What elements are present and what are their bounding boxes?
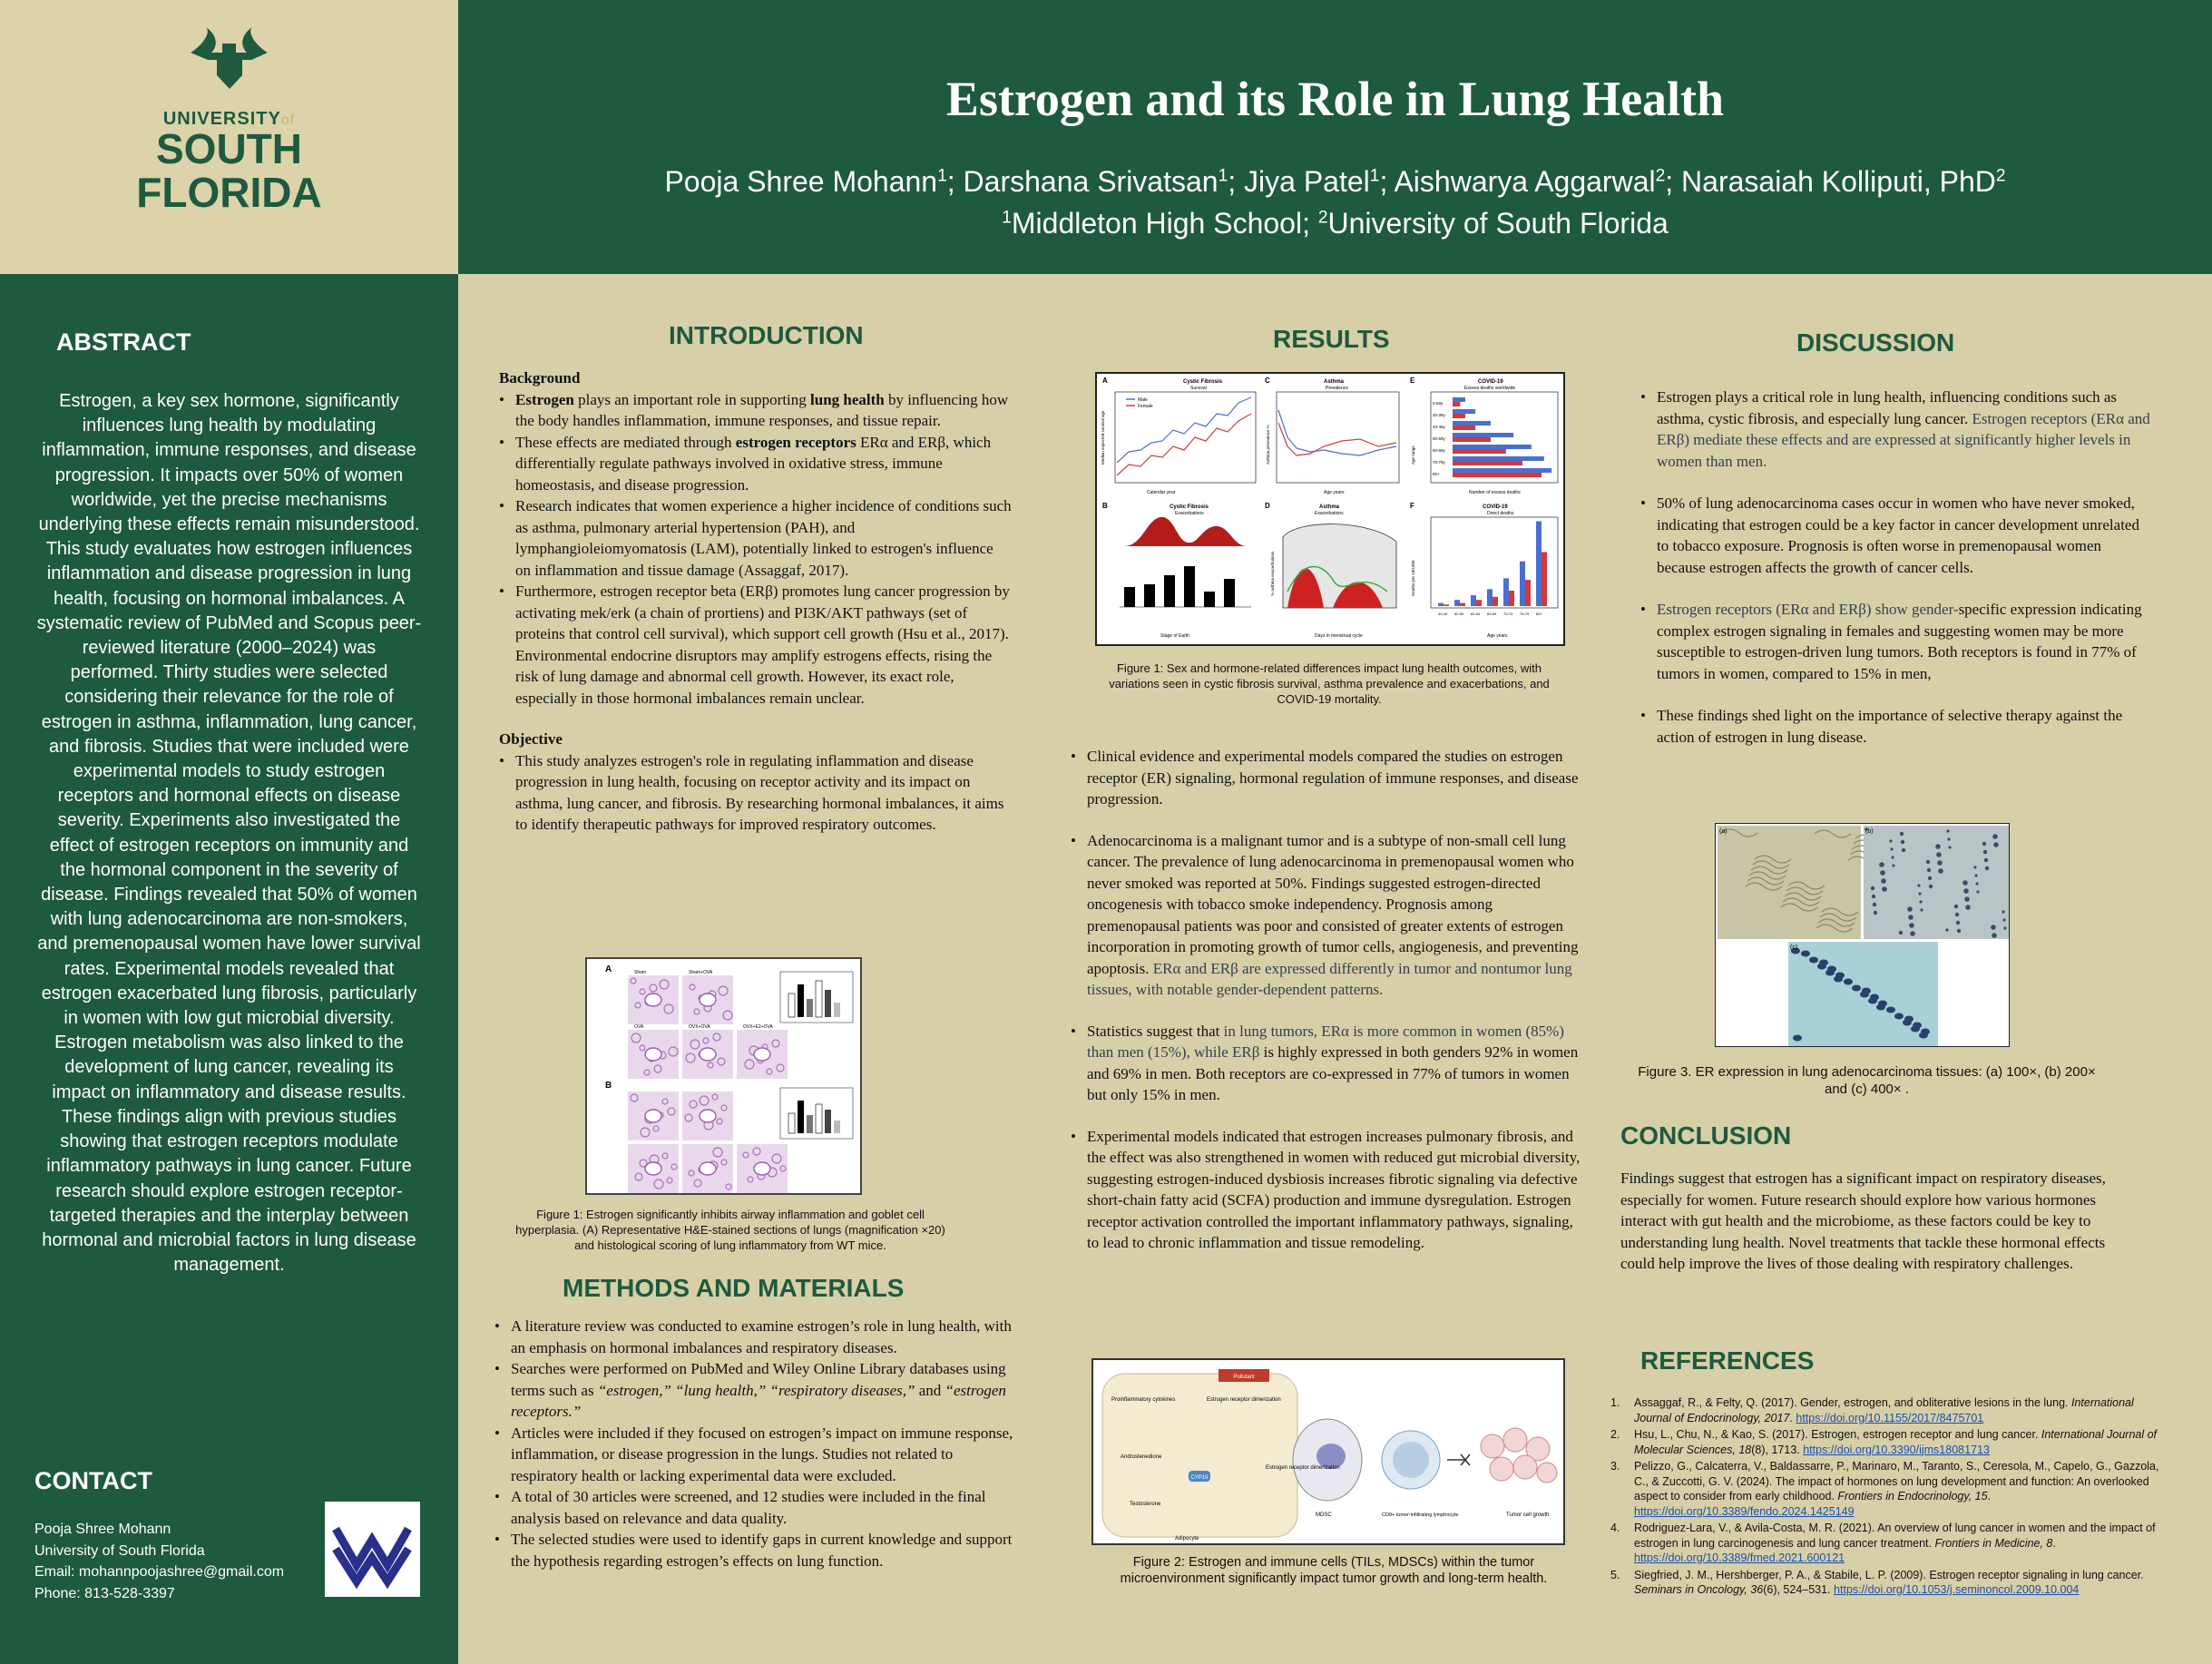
discussion-list bbox=[1640, 387, 2153, 748]
author: Narasaiah Kolliputi, PhD bbox=[1681, 165, 1996, 198]
list-item: • 50% of lung adenocarcinoma cases occur in women who have never smoked, indicating that estrogen could be a key factor in cancer development unrelated to tobacco exposure. Prognosis is often worse in premenopausal women because estrogen affects the growth of cancer cells. bbox=[1640, 493, 2153, 578]
references-heading: REFERENCES bbox=[1640, 1346, 1815, 1375]
author: Jiya Patel bbox=[1244, 165, 1370, 198]
panel-f-subtitle: Direct deaths bbox=[1487, 511, 1514, 516]
panel-a-ylabel: Median expected survival age bbox=[1101, 410, 1105, 465]
discussion-figure-3 bbox=[1715, 823, 2010, 1047]
svg-text:50-59y: 50-59y bbox=[1433, 436, 1445, 441]
fig3-label-a: (a) bbox=[1719, 828, 1728, 835]
reference-item: 1. Assaggaf, R., & Felty, Q. (2017). Gender, estrogen, and obliterative lesions in the lung. International Journal of Endocrinology, 2017. https://doi.org/10.1155/2017/8475701 bbox=[1610, 1396, 2134, 1424]
label-er-dimer: Estrogen receptor dimerization bbox=[1266, 1465, 1340, 1471]
list-item: • This study analyzes estrogen's role in regulating inflammation and disease progression in lung health, focusing on receptor activity and its impact on asthma, lung cancer, and fibrosis. By researching hormonal imbalances, it aims to identify therapeutic pathways for improved respiratory outcomes. bbox=[499, 750, 1012, 836]
logo-south: SOUTH bbox=[156, 125, 302, 172]
reference-link[interactable]: https://doi.org/10.1053/j.seminoncol.2009.10.004 bbox=[1834, 1583, 2080, 1596]
abstract-heading: ABSTRACT bbox=[56, 328, 191, 356]
conclusion-text: Findings suggest that estrogen has a significant impact on respiratory diseases, especially for women. Future research should explore how various hormones interact with gut health and the microbiome, as these factors could be key to understanding lung health. Novel treatments that tackle these hormonal effects could help improve the lives of those dealing with respiratory challenges. bbox=[1620, 1170, 2106, 1272]
reference-item: 2. Hsu, L., Chu, N., & Kao, S. (2017). Estrogen, estrogen receptor and lung cancer. International Journal of Molecular Sciences, 18(8), 1713. https://doi.org/10.3390/ijms18081713 bbox=[1610, 1428, 2158, 1456]
fig-label-ovx-ova: OVX+OVA bbox=[689, 1024, 710, 1030]
list-item: • Searches were performed on PubMed and Wiley Online Library databases using terms such as “estrogen,” “lung health,” “respiratory diseases,” and “estrogen receptors.” bbox=[494, 1358, 1016, 1423]
panel-a-subtitle: Survival bbox=[1190, 386, 1207, 391]
reference-link[interactable]: https://doi.org/10.3389/fendo.2024.1425149 bbox=[1634, 1504, 1855, 1518]
panel-a-xlabel: Calendar year bbox=[1147, 490, 1176, 495]
panel-a-title: Cystic Fibrosis bbox=[1183, 379, 1223, 385]
affiliation-mark: 2 bbox=[1317, 208, 1328, 228]
panel-e-ylabel: Age range bbox=[1411, 445, 1415, 465]
label-androstenedione: Androstenedione bbox=[1121, 1454, 1162, 1460]
svg-text:0-59y: 0-59y bbox=[1433, 401, 1444, 406]
results-figure-1-caption: Figure 1: Sex and hormone-related differences impact lung health outcomes, with variations seen in cystic fibrosis survival, asthma prevalence and exacerbations, and COVID-19 mortality. bbox=[1109, 661, 1550, 706]
results-figure-2 bbox=[1091, 1358, 1565, 1545]
list-item: • A literature review was conducted to examine estrogen’s role in lung health, with an emphasis on hormonal imbalances and respiratory diseases. bbox=[494, 1316, 1016, 1358]
abstract-text: Estrogen, a key sex hormone, significantly influences lung health by modulating inflammation, immune responses, and disease progression. It impacts over 50% of women worldwide, yet the precise mechanisms underlying these effects remain misunderstood. This study evaluates how estrogen influences inflammation and disease progression in lung health, focusing on hormonal imbalances. A systematic review of PubMed and Scopus peer-reviewed literature (2000–2024) was performed. Thirty studies were selected considering their relevance for the role of estrogen in asthma, inflammation, lung cancer, and fibrosis. Studies that were included were experimental models to study estrogen receptors and hormonal effects on disease severity. Experiments also investigated the effect of estrogen receptors on immunity and the hormonal component in the severity of disease. Findings revealed that 50% of women with lung adenocarcinoma are non-smokers, and premenopausal women have lower survival rates. Experimental models revealed that estrogen exacerbated lung fibrosis, particularly in women with low gut microbial diversity. Estrogen metabolism was also linked to the development of lung cancer, revealing its impact on inflammatory and disease results. These findings align with previous studies showing that estrogen receptors modulate inflammatory pathways in lung cancer. Future research should explore estrogen receptor-targeted therapies and the interplay between hormonal and microbial factors in lung disease management. bbox=[36, 391, 422, 1276]
contact-heading: CONTACT bbox=[34, 1467, 152, 1494]
panel-e-xlabel: Number of excess deaths bbox=[1469, 490, 1521, 495]
results-heading: RESULTS bbox=[1273, 325, 1390, 353]
panel-b-title: Cystic Fibrosis bbox=[1170, 504, 1209, 510]
reference-item: 5. Siegfried, J. M., Hershberger, P. A., & Stabile, L. P. (2009). Estrogen receptor signaling in lung cancer. Seminars in Oncology, 36(6), 524–531. https://doi.org/10.1053/j.seminoncol.2009.10.004 bbox=[1610, 1568, 2144, 1596]
svg-text:40-49: 40-49 bbox=[1438, 612, 1448, 616]
panel-d-subtitle: Exacerbations bbox=[1315, 511, 1344, 516]
list-item: • Estrogen plays an important role in supporting lung health by influencing how the body handles inflammation, immune responses, and tissue repair. bbox=[499, 389, 1012, 432]
logo-florida: FLORIDA bbox=[136, 169, 322, 216]
list-item: • Experimental models indicated that estrogen increases pulmonary fibrosis, and the effect was also strengthened in women with reduced gut microbial diversity, suggesting estrogen-induced dysbiosis increases fibrotic signaling via defective short-chain fatty acid (SCFA) production and immune dysregulation. Estrogen receptor activation controlled the important inflammatory pathways, signaling, to lead to chronic inflammation and tissue remodeling. bbox=[1071, 1126, 1586, 1254]
affiliation: University of South Florida bbox=[1327, 207, 1669, 240]
list-item: • Research indicates that women experience a higher incidence of conditions such as asthma, pulmonary arterial hypertension (PAH), and lymphangioleiomyomatosis (LAM), potentially linked to estrogen's influence on inflammation and tissue damage (Assaggaf, 2017). bbox=[499, 495, 1012, 581]
methods-heading: METHODS AND MATERIALS bbox=[563, 1274, 905, 1302]
svg-text:20-39y: 20-39y bbox=[1433, 413, 1445, 417]
panel-f-ylabel: Deaths per 100,000 bbox=[1411, 560, 1415, 596]
fig-label-b: B bbox=[605, 1081, 612, 1091]
affiliation: Middleton High School bbox=[1011, 207, 1303, 240]
affiliation-mark: 1 bbox=[937, 166, 947, 186]
fig3-label-b: (b) bbox=[1865, 828, 1874, 835]
svg-text:50-59: 50-59 bbox=[1454, 612, 1464, 616]
svg-text:80+: 80+ bbox=[1536, 612, 1542, 616]
background-label: Background bbox=[499, 369, 581, 387]
conclusion-heading: CONCLUSION bbox=[1620, 1121, 1792, 1150]
contact-org: University of South Florida bbox=[34, 1542, 205, 1559]
results-list bbox=[1071, 746, 1586, 1254]
list-item: • Estrogen plays a critical role in lung health, influencing conditions such as asthma, cystic fibrosis, and especially lung cancer. Estrogen receptors (ERα and ERβ) mediate these effects and are expressed at significantly higher levels in women than men. bbox=[1640, 387, 2153, 472]
logo-university: UNIVERSITYof bbox=[162, 109, 296, 129]
bar-inset-b bbox=[780, 1088, 853, 1139]
panel-d-ylabel: % asthma exacerbations bbox=[1270, 551, 1275, 596]
panel-letter-d: D bbox=[1265, 502, 1270, 510]
svg-text:40-49y: 40-49y bbox=[1433, 425, 1445, 429]
list-item: • The selected studies were used to identify gaps in current knowledge and support the hypothesis regarding estrogen’s effects on lung function. bbox=[494, 1529, 1016, 1571]
label-cyp19: CYP19 bbox=[1190, 1475, 1209, 1481]
panel-b-subtitle: Exacerbations bbox=[1175, 511, 1204, 516]
contact-name: Pooja Shree Mohann bbox=[34, 1522, 171, 1537]
objective-label: Objective bbox=[499, 730, 563, 748]
label-pollutant: Pollutant bbox=[1233, 1375, 1255, 1380]
intro-figure-histology bbox=[585, 957, 862, 1195]
results-body bbox=[1071, 746, 1586, 1254]
sidebar bbox=[0, 274, 458, 1664]
discussion-heading: DISCUSSION bbox=[1796, 328, 1955, 357]
poster-header bbox=[458, 0, 2212, 274]
list-item: • Articles were included if they focused on estrogen’s impact on immune response, inflammation, or disease progression in the lungs. Studies not related to respiratory health or lacking experimental data were excluded. bbox=[494, 1423, 1016, 1487]
list-item: • Adenocarcinoma is a malignant tumor and is a subtype of non-small cell lung cancer. The prevalence of lung adenocarcinoma in premenopausal women who never smoked was reported at 50%. Findings suggested estrogen-directed oncogenesis with tobacco smoke independency. Prognosis among premenopausal patients was poor and consisted of greater extents of estrogen incorporation in promoting growth of tumor cells, angiogenesis, and preventing apoptosis. ERα and ERβ are expressed differently in tumor and nontumor lung tissues, with notable gender-dependent patterns. bbox=[1071, 830, 1586, 1001]
affiliation-mark: 1 bbox=[1369, 166, 1380, 186]
reference-link[interactable]: https://doi.org/10.3389/fmed.2021.600121 bbox=[1634, 1551, 1845, 1564]
contact-email[interactable]: Email: mohannpoojashree@gmail.com bbox=[34, 1564, 285, 1580]
affiliation-list: $^1$Middleton High School; $^2$University of South Florida bbox=[1002, 207, 1669, 240]
label-cd8: CD8+ tumor-infiltrating lymphocyte bbox=[1382, 1512, 1459, 1518]
panel-f-title: COVID-19 bbox=[1483, 504, 1508, 510]
label-proinflammatory: Proinflammatory cytokines bbox=[1111, 1397, 1176, 1403]
author: Pooja Shree Mohann bbox=[664, 165, 938, 198]
methods-body bbox=[494, 1316, 1016, 1571]
svg-text:70-79y: 70-79y bbox=[1433, 460, 1445, 465]
affiliation-mark: 1 bbox=[1002, 208, 1012, 228]
panel-c-subtitle: Prevalence bbox=[1326, 386, 1349, 391]
poster-title: Estrogen and its Role in Lung Health bbox=[945, 72, 1725, 126]
bar-inset-a bbox=[780, 972, 853, 1023]
panel-letter-a: A bbox=[1102, 377, 1108, 385]
panel-f-xlabel: Age years bbox=[1487, 633, 1508, 639]
label-tumor: Tumor cell growth bbox=[1506, 1512, 1550, 1518]
list-item: • Furthermore, estrogen receptor beta (ERβ) promotes lung cancer progression by activating mek/erk (a chain of prortiens) and PI3K/AKT pathways (set of proteins that control cell survival), which support cell growth (Hsu et al., 2017). Environmental endocrine disruptors may amplify estrogens effects, rising the risk of lung damage and abnormal cell growth. However, its exact role, especially in those hormonal imbalances remain unclear. bbox=[499, 581, 1012, 709]
affiliation-mark: 2 bbox=[1995, 166, 2006, 186]
list-item: • A total of 30 articles were screened, and 12 studies were included in the final analysis based on relevance and data quality. bbox=[494, 1486, 1016, 1529]
intro-figure-caption: Figure 1: Estrogen significantly inhibits airway inflammation and goblet cell hyperplasia. (A) Representative H&E-stained sections of lungs (magnification ×20) and histological scoring of lung inflammatory from WT mice. bbox=[515, 1208, 945, 1252]
er-expression-micrographs bbox=[1716, 824, 2010, 1047]
logo-wordmark bbox=[0, 127, 458, 214]
list-item: • These findings shed light on the importance of selective therapy against the action of estrogen in lung disease. bbox=[1640, 705, 2153, 748]
panel-c-xlabel: Age years bbox=[1324, 490, 1345, 495]
label-er-dimer-top: Estrogen receptor dimerization bbox=[1207, 1397, 1281, 1403]
label-mdsc: MDSC bbox=[1316, 1512, 1332, 1518]
middleton-logo-icon bbox=[325, 1502, 420, 1597]
objective-list bbox=[499, 750, 1012, 836]
panel-letter-f: F bbox=[1410, 502, 1414, 510]
usf-bull-logo-icon bbox=[186, 25, 272, 93]
panel-e-subtitle: Excess deaths worldwide bbox=[1464, 386, 1516, 391]
fig-label-ovx-e2-ova: OVX+E2+OVA bbox=[743, 1024, 773, 1030]
author: Darshana Srivatsan bbox=[963, 165, 1219, 198]
svg-text:80+: 80+ bbox=[1433, 472, 1440, 476]
histology-panel-image bbox=[587, 959, 862, 1195]
svg-text:70-74: 70-74 bbox=[1503, 612, 1513, 616]
logo-area bbox=[0, 0, 458, 274]
label-testosterone: Testosterone bbox=[1130, 1502, 1161, 1507]
panel-d-xlabel: Days in menstrual cycle bbox=[1315, 633, 1363, 639]
reference-item: 4. Rodriguez-Lara, V., & Avila-Costa, M. R. (2021). An overview of lung cancer in women and the impact of estrogen in lung carcinogenesis and lung cancer treatment. Frontiers in Medicine, 8. https://doi.org/10.3389/fmed.2021.600121 bbox=[1610, 1522, 2156, 1564]
tumor-microenvironment-diagram bbox=[1093, 1360, 1565, 1545]
background-list bbox=[499, 389, 1012, 710]
reference-link[interactable]: https://doi.org/10.1155/2017/8475701 bbox=[1796, 1411, 1984, 1424]
label-adipocyte: Adipocyte bbox=[1175, 1536, 1199, 1542]
fig-label-ova: OVA bbox=[634, 1024, 644, 1030]
panel-letter-c: C bbox=[1265, 377, 1270, 385]
fig-label-a: A bbox=[605, 964, 612, 974]
panel-letter-b: B bbox=[1102, 502, 1108, 510]
panel-letter-e: E bbox=[1410, 377, 1415, 385]
list-item: • Statistics suggest that in lung tumors, ERα is more common in women (85%) than men (15%), while ERβ is highly expressed in both genders 92% in women and 69% in men. Both receptors are co-expressed in 77% of tumors in women but only 15% in men. bbox=[1071, 1021, 1586, 1106]
panel-b-xlabel: Stage of Earth bbox=[1160, 633, 1189, 639]
affiliation-mark: 2 bbox=[1655, 166, 1666, 186]
author: Aishwarya Aggarwal bbox=[1394, 165, 1656, 198]
legend-male: Male bbox=[1138, 397, 1148, 403]
panel-e-title: COVID-19 bbox=[1478, 379, 1503, 385]
svg-text:65-69: 65-69 bbox=[1487, 612, 1497, 616]
contact-phone: Phone: 813-528-3397 bbox=[34, 1585, 175, 1601]
panel-c-title: Asthma bbox=[1324, 379, 1345, 385]
discussion-figure-3-caption: Figure 3. ER expression in lung adenocarcinoma tissues: (a) 100×, (b) 200× and (c) 400× . bbox=[1638, 1064, 2096, 1097]
legend-female: Female bbox=[1138, 404, 1153, 409]
methods-list bbox=[494, 1316, 1016, 1571]
results-figure-2-caption: Figure 2: Estrogen and immune cells (TILs, MDSCs) within the tumor microenvironment significantly impact tumor growth and long-term health. bbox=[1120, 1555, 1548, 1586]
list-item: • These effects are mediated through estrogen receptors ERα and ERβ, which differentially regulate pathways involved in oxidative stress, immune homeostasis, and disease progression. bbox=[499, 432, 1012, 496]
introduction-heading: INTRODUCTION bbox=[669, 321, 864, 349]
results-figure-1-panels bbox=[1097, 374, 1565, 646]
panel-d-title: Asthma bbox=[1319, 504, 1340, 510]
results-figure-1 bbox=[1095, 372, 1565, 646]
contact-block bbox=[34, 1519, 284, 1604]
list-item: • Clinical evidence and experimental models compared the studies on estrogen receptor (ER) signaling, hormonal regulation of immune responses, and disease progression. bbox=[1071, 746, 1586, 810]
svg-text:60-69y: 60-69y bbox=[1433, 448, 1445, 453]
svg-text:75-79: 75-79 bbox=[1520, 612, 1530, 616]
svg-text:60-64: 60-64 bbox=[1471, 612, 1481, 616]
fig-label-sham: Sham bbox=[634, 970, 647, 975]
reference-link[interactable]: https://doi.org/10.3390/ijms18081713 bbox=[1803, 1443, 1990, 1456]
introduction-body bbox=[499, 367, 1012, 836]
author-list: Pooja Shree Mohann$^1$; Darshana Srivatsan$^1$; Jiya Patel$^1$; Aishwarya Aggarwal$^2$; Narasaiah Kolliputi, PhD$^2$ bbox=[664, 165, 2006, 198]
panel-c-ylabel: Asthma prevalence % bbox=[1266, 425, 1270, 465]
list-item: • Estrogen receptors (ERα and ERβ) show gender-specific expression indicating complex estrogen signaling in females and suggesting women may be more susceptible to estrogen-driven lung tumors. Both receptors is found in 77% of tumors in women, compared to 15% in men, bbox=[1640, 599, 2153, 684]
logo-of: of bbox=[280, 113, 296, 128]
references-list bbox=[1610, 1395, 2168, 1600]
discussion-body bbox=[1640, 387, 2153, 748]
affiliation-mark: 1 bbox=[1218, 166, 1228, 186]
reference-item: 3. Pelizzo, G., Calcaterra, V., Baldassarre, P., Marinaro, M., Taranto, S., Ceresola, M., Capelo, G., Gazzola, C., & Zuccotti, G. V. (2024). The impact of hormones on lung development and function: An overlooked aspect to consider from early childhood. Frontiers in Endocrinology, 15. https://doi.org/10.3389/fendo.2024.1425149 bbox=[1610, 1460, 2159, 1518]
fig3-label-c: (c) bbox=[1790, 945, 1798, 951]
fig-label-sham-ova: Sham+OVA bbox=[689, 970, 713, 975]
